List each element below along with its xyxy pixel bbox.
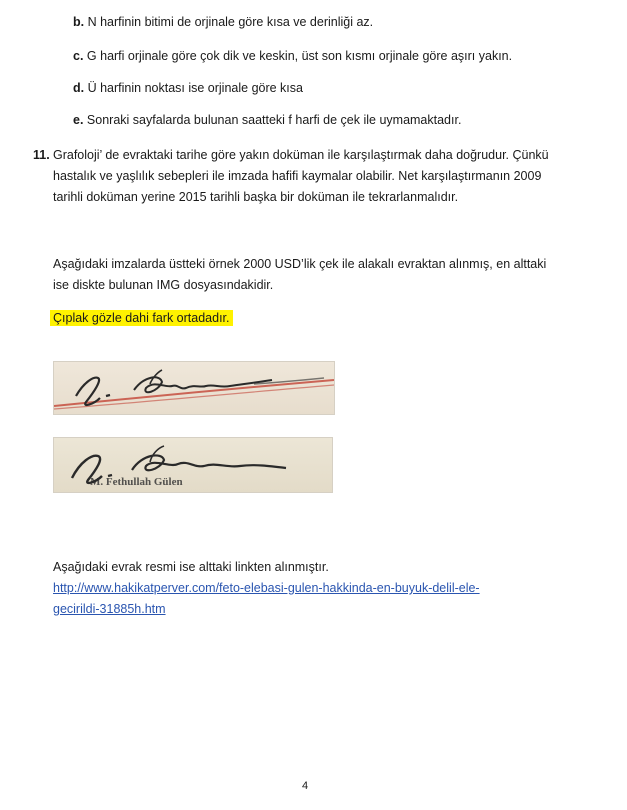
source-link-line-1[interactable]: http://www.hakikatperver.com/feto-elebasi-gulen-hakkinda-en-buyuk-delil-ele- <box>53 581 480 595</box>
item-text: Sonraki sayfalarda bulunan saatteki f harfi de çek ile uymamaktadır. <box>86 113 462 127</box>
source-link-line-2[interactable]: gecirildi-31885h.htm <box>53 602 166 616</box>
list-item-d <box>73 80 303 96</box>
signature-caption: M. Fethullah Gülen <box>90 476 183 488</box>
paragraph-line-1: Aşağıdaki imzalarda üstteki örnek 2000 USD’lik çek ile alakalı evraktan alınmış, en alttaki <box>53 257 547 271</box>
highlight-text: Çıplak gözle dahi fark ortadadır. <box>50 310 233 326</box>
signature-image-disk <box>53 437 333 493</box>
highlighted-statement <box>50 310 233 326</box>
item-text: G harfi orjinale göre çok dik ve keskin, üst son kısmı orjinale göre aşırı yakın. <box>86 49 513 63</box>
list-item-e <box>73 112 461 128</box>
paragraph-line-2: ise diskte bulunan IMG dosyasındakidir. <box>53 278 274 292</box>
point11-line-2: hastalık ve yaşlılık sebepleri ile imzada hafifi kaymalar olabilir. Net karşılaştırmanın 2009 <box>53 169 542 183</box>
item-label: c. <box>73 49 84 63</box>
page-number: 4 <box>302 780 309 792</box>
item-text: Ü harfinin noktası ise orjinale göre kısa <box>87 81 303 95</box>
list-item-b <box>73 14 373 30</box>
source-text: Aşağıdaki evrak resmi ise alttaki linkten alınmıştır. <box>53 560 329 574</box>
point11-line-3: tarihli doküman yerine 2015 tarihli başka bir doküman ile tekrarlanmalıdır. <box>53 190 459 204</box>
list-item-c <box>73 48 512 64</box>
item-text: N harfinin bitimi de orjinale göre kısa ve derinliği az. <box>87 15 374 29</box>
item-label: d. <box>73 81 85 95</box>
signature-image-check <box>53 361 335 415</box>
item-label: b. <box>73 15 85 29</box>
item-label: e. <box>73 113 84 127</box>
point-number: 11. <box>33 148 50 162</box>
signature-drawing <box>54 362 334 414</box>
point11-line-1: Grafoloji’ de evraktaki tarihe göre yakın doküman ile karşılaştırmak daha doğrudur. Çünkü <box>53 148 549 162</box>
